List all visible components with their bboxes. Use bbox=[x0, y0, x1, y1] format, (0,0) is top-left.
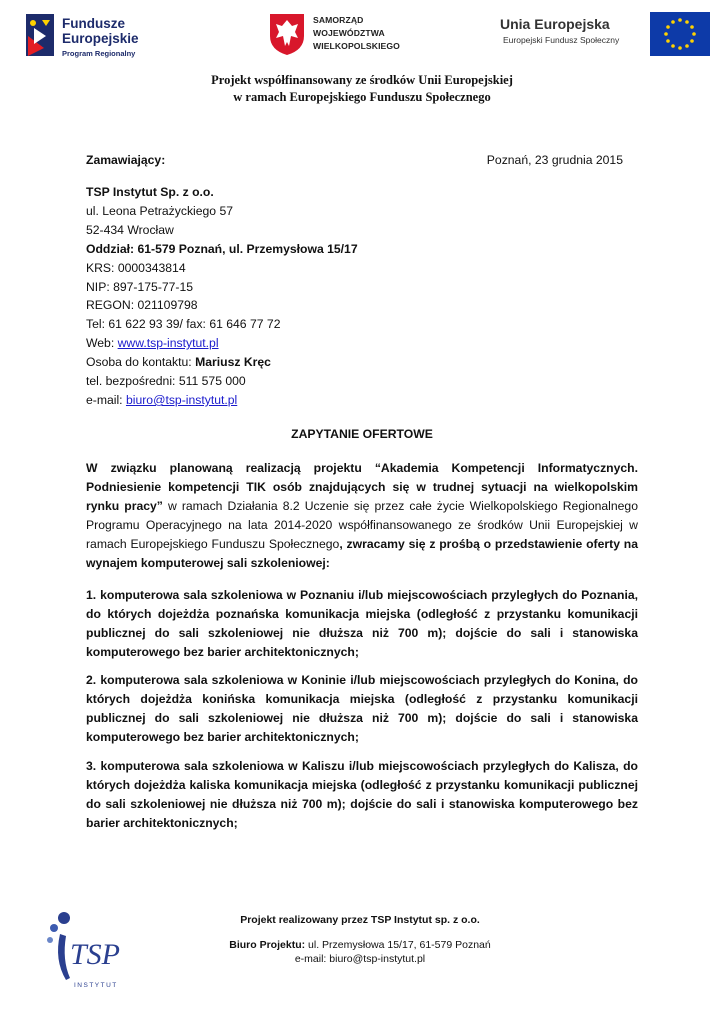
fe-line1: Fundusze bbox=[62, 16, 125, 31]
sw-line1: SAMORZĄD bbox=[313, 15, 364, 25]
web-line bbox=[86, 336, 219, 350]
tel-fax: Tel: 61 622 93 39/ fax: 61 646 77 72 bbox=[86, 317, 281, 331]
direct-tel: tel. bezpośredni: 511 575 000 bbox=[86, 374, 246, 388]
sw-line2: WOJEWÓDZTWA bbox=[313, 28, 385, 38]
branch: Oddział: 61-579 Poznań, ul. Przemysłowa 15/17 bbox=[86, 242, 358, 256]
ordering-label: Zamawiający: bbox=[86, 153, 166, 167]
item-1: 1. komputerowa sala szkoleniowa w Poznaniu i/lub miejscowościach przyległych do Poznania, do których dojeżdża poznańska komunikacja miejska (odległość z przystanku komunikacji publicznej do sali szkoleniowej nie dłuższa niż 700 m); dojście do sali i stanowiska komputerowego bez barier architektonicznych; bbox=[86, 588, 638, 659]
web-link[interactable]: www.tsp-instytut.pl bbox=[117, 336, 219, 350]
footer-office-label: Biuro Projektu: bbox=[229, 939, 306, 951]
city: 52-434 Wrocław bbox=[86, 223, 174, 237]
logo-samorzad-wojewodztwa bbox=[268, 12, 408, 58]
tsp-logo-icon bbox=[40, 908, 120, 988]
intro-bold-2: , zwracamy się z prośbą o przedstawienie oferty na wynajem komputerowej sali szkoleniowej: bbox=[86, 537, 639, 570]
footer-line2 bbox=[190, 939, 530, 951]
email-link[interactable]: biuro@tsp-instytut.pl bbox=[125, 393, 238, 407]
fundusze-europejskie-mark-icon bbox=[24, 12, 58, 58]
email-line bbox=[86, 393, 237, 407]
logo-unia-europejska bbox=[500, 12, 710, 56]
web-label: Web: bbox=[86, 336, 118, 350]
street: ul. Leona Petrażyckiego 57 bbox=[86, 204, 234, 218]
person-label: Osoba do kontaktu: bbox=[86, 355, 196, 369]
place-date: Poznań, 23 grudnia 2015 bbox=[486, 153, 623, 167]
ue-line1: Unia Europejska bbox=[500, 16, 610, 32]
ue-line2: Europejski Fundusz Społeczny bbox=[503, 35, 620, 45]
person-name: Mariusz Kręc bbox=[195, 355, 271, 369]
eagle-shield-icon bbox=[268, 12, 306, 56]
fe-line3: Program Regionalny bbox=[62, 49, 136, 58]
email-label: e-mail: bbox=[86, 393, 126, 407]
krs: KRS: 0000343814 bbox=[86, 261, 186, 275]
project-header-line1: Projekt współfinansowany ze środków Unii Europejskiej bbox=[211, 73, 513, 87]
regon: REGON: 021109798 bbox=[86, 298, 198, 312]
item-2: 2. komputerowa sala szkoleniowa w Koninie i/lub miejscowościach przyległych do Konina, do których dojeżdża konińska komunikacja miejska (odległość z przystanku komunikacji publicznej do sali szkoleniowej nie dłuższa niż 700 m); dojście do sali i stanowiska komputerowego bez barier architektonicznych; bbox=[86, 673, 638, 744]
intro-paragraph bbox=[86, 459, 638, 573]
footer-office-value: ul. Przemysłowa 15/17, 61-579 Poznań bbox=[305, 939, 491, 951]
intro-bold-1: W związku planowaną realizacją projektu “Akademia Kompetencji Informatycznych. Podniesienie kompetencji TIK osób znajdujących się w trudnej sytuacji na wielkopolskim rynku pracy” bbox=[86, 461, 638, 513]
item-3: 3. komputerowa sala szkoleniowa w Kaliszu i/lub miejscowościach przyległych do Kalisza, do których dojeżdża kaliska komunikacja miejska (odległość z przystanku komunikacji publicznej do sali szkoleniowej nie dłuższa niż 700 m); dojście do sali i stanowiska komputerowego bez barier architektonicznych; bbox=[86, 759, 638, 830]
intro-normal-1: w ramach Działania 8.2 Uczenie się przez całe życie Wielkopolskiego Regionalnego Programu Operacyjnego na lata 2014-2020 współfinansowanego ze środków Unii Europejskiej w ramach Europejskiego Funduszu Społecznego bbox=[86, 499, 638, 551]
nip: NIP: 897-175-77-15 bbox=[86, 280, 194, 294]
footer-line3: e-mail: biuro@tsp-instytut.pl bbox=[294, 953, 426, 965]
footer-line1: Projekt realizowany przez TSP Instytut sp. z o.o. bbox=[240, 914, 480, 926]
sw-line3: WIELKOPOLSKIEGO bbox=[313, 41, 400, 51]
document-title: ZAPYTANIE OFERTOWE bbox=[291, 427, 433, 441]
company-name: TSP Instytut Sp. z o.o. bbox=[86, 185, 214, 199]
eu-flag-icon bbox=[650, 12, 710, 56]
tsp-logo-text: INSTYTUT bbox=[74, 982, 118, 989]
fe-line2: Europejskie bbox=[62, 31, 139, 46]
tsp-instytut-logo bbox=[40, 908, 120, 1000]
svg-text:TSP: TSP bbox=[70, 938, 120, 971]
logo-fundusze-europejskie bbox=[24, 12, 154, 64]
project-header-line2: w ramach Europejskiego Funduszu Społecznego bbox=[233, 90, 491, 104]
contact-person-line bbox=[86, 355, 271, 369]
